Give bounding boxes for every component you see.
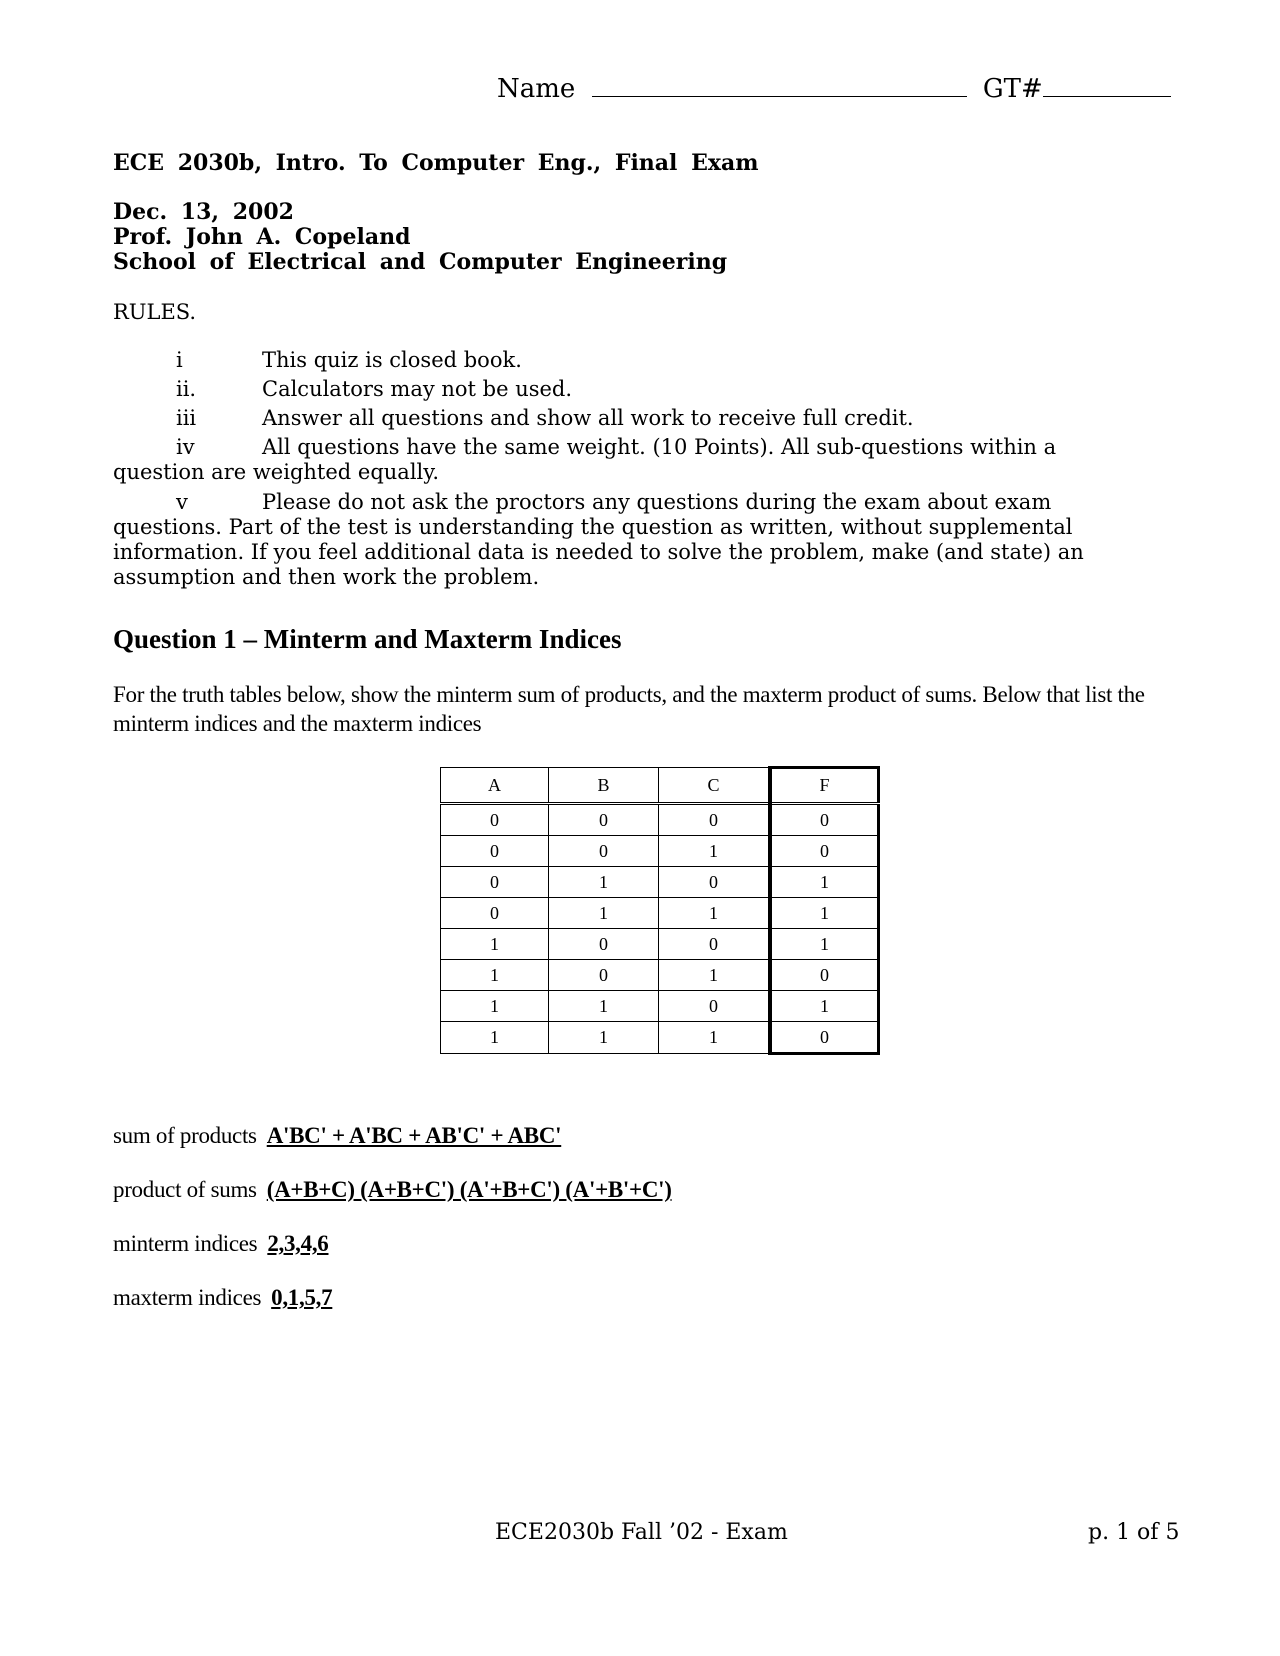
table-cell: 0: [659, 867, 771, 898]
table-cell: 0: [770, 804, 879, 836]
name-label: Name: [497, 74, 576, 104]
table-row: [441, 1022, 879, 1054]
table-row: [441, 867, 879, 898]
table-cell: 0: [659, 929, 771, 960]
table-cell: 1: [659, 836, 771, 867]
table-cell: 1: [549, 1022, 659, 1054]
table-cell: 1: [549, 898, 659, 929]
column-header: B: [549, 768, 659, 804]
table-cell: 0: [549, 960, 659, 991]
table-cell: 1: [659, 960, 771, 991]
table-cell: 0: [441, 836, 549, 867]
course-title: ECE 2030b, Intro. To Computer Eng., Final Exam: [113, 150, 759, 176]
maxterm-value: 0,1,5,7: [271, 1285, 333, 1310]
table-cell: 1: [441, 960, 549, 991]
maxterm-label: maxterm indices: [113, 1285, 262, 1310]
rule-text: Answer all questions and show all work to receive full credit.: [262, 406, 914, 430]
name-field[interactable]: [592, 74, 967, 97]
table-cell: 0: [549, 804, 659, 836]
gt-label: GT#: [982, 74, 1043, 104]
rule-text: Please do not ask the proctors any questions during the exam about exam: [262, 490, 1052, 514]
table-row: [441, 804, 879, 836]
table-cell: 1: [659, 1022, 771, 1054]
table-cell: 1: [770, 991, 879, 1022]
page-number: p. 1 of 5: [1088, 1520, 1180, 1545]
table-cell: 1: [549, 991, 659, 1022]
table-cell: 1: [441, 991, 549, 1022]
table-cell: 0: [441, 898, 549, 929]
table-cell: 0: [549, 929, 659, 960]
exam-date: Dec. 13, 2002: [113, 199, 294, 225]
pos-label: product of sums: [113, 1177, 257, 1202]
table-cell: 0: [770, 960, 879, 991]
professor: Prof. John A. Copeland: [113, 224, 411, 250]
rule-continuation: questions. Part of the test is understanding the question as written, without supplemental information. If you feel additional data is needed to solve the problem, make (and state) an assumption and then work the problem.: [113, 515, 1084, 589]
table-row: [441, 898, 879, 929]
table-cell: 0: [441, 867, 549, 898]
table-cell: 0: [770, 1022, 879, 1054]
pos-answer: [113, 1177, 672, 1203]
table-cell: 1: [441, 929, 549, 960]
table-cell: 0: [549, 836, 659, 867]
table-header-row: [441, 768, 879, 804]
sop-value: A'BC' + A'BC + AB'C' + ABC': [266, 1123, 562, 1148]
table-cell: 0: [770, 836, 879, 867]
gt-field[interactable]: [1043, 74, 1171, 97]
truth-table: [440, 766, 880, 1055]
table-row: [441, 960, 879, 991]
pos-value: (A+B+C) (A+B+C') (A'+B+C') (A'+B'+C'): [266, 1177, 672, 1202]
rule-number: iii: [176, 406, 197, 430]
table-cell: 1: [770, 867, 879, 898]
minterm-value: 2,3,4,6: [267, 1231, 329, 1256]
rule-continuation: question are weighted equally.: [113, 460, 440, 484]
rules-heading: RULES.: [113, 300, 197, 324]
table-row: [441, 929, 879, 960]
table-cell: 1: [441, 1022, 549, 1054]
footer-course: ECE2030b Fall ’02 - Exam: [495, 1520, 788, 1545]
rule-text: All questions have the same weight. (10 Points). All sub-questions within a: [262, 435, 1057, 459]
table-cell: 1: [770, 929, 879, 960]
table-cell: 0: [659, 804, 771, 836]
rule-text: This quiz is closed book.: [262, 348, 522, 372]
table-cell: 1: [770, 898, 879, 929]
rule-number: ii.: [176, 377, 197, 401]
column-header: A: [441, 768, 549, 804]
rule-number: v: [176, 490, 188, 514]
table-cell: 0: [441, 804, 549, 836]
column-header: C: [659, 768, 771, 804]
sop-answer: [113, 1123, 561, 1149]
table-cell: 0: [659, 991, 771, 1022]
table-row: [441, 836, 879, 867]
rule-number: i: [176, 348, 183, 372]
question-text: For the truth tables below, show the minterm sum of products, and the maxterm product of sums. Below that list the minterm indices and the maxterm indices: [113, 682, 1145, 736]
table-cell: 1: [549, 867, 659, 898]
minterm-answer: [113, 1231, 328, 1257]
rule-text: Calculators may not be used.: [262, 377, 573, 401]
column-header: F: [770, 768, 879, 804]
name-gt-line: [497, 74, 1171, 104]
question-title: Question 1 – Minterm and Maxterm Indices: [113, 624, 622, 654]
sop-label: sum of products: [113, 1123, 257, 1148]
table-cell: 1: [659, 898, 771, 929]
school: School of Electrical and Computer Engineering: [113, 249, 728, 275]
maxterm-answer: [113, 1285, 332, 1311]
minterm-label: minterm indices: [113, 1231, 258, 1256]
table-row: [441, 991, 879, 1022]
rule-number: iv: [176, 435, 195, 459]
